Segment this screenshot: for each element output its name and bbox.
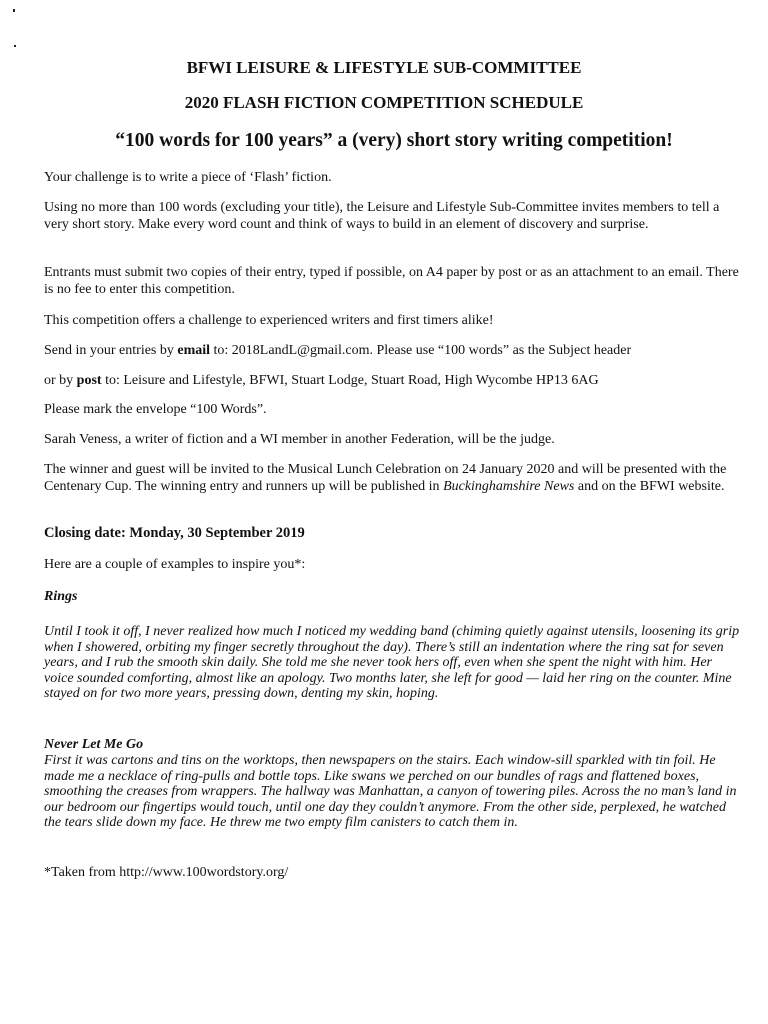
story-title-rings: Rings bbox=[44, 589, 78, 604]
winner-text: The winner and guest will be invited to the Musical Lunch Celebration on 24 January 2020 and will be presented with the Centenary Cup. The winning entry and runners up will be published in bbox=[44, 462, 727, 494]
paragraph-envelope: Please mark the envelope “100 Words”. bbox=[44, 402, 267, 417]
paragraph-challenge-offer: This competition offers a challenge to experienced writers and first timers alike! bbox=[44, 313, 494, 328]
heading-committee: BFWI LEISURE & LIFESTYLE SUB-COMMITTEE bbox=[186, 58, 582, 77]
winner-text-end: and on the BFWI website. bbox=[574, 479, 725, 494]
paragraph-challenge: Your challenge is to write a piece of ‘Flash’ fiction. bbox=[44, 170, 332, 185]
post-label: post bbox=[76, 373, 102, 388]
post-address: to: Leisure and Lifestyle, BFWI, Stuart Lodge, Stuart Road, High Wycombe HP13 6AG bbox=[101, 373, 599, 388]
closing-date: Closing date: Monday, 30 September 2019 bbox=[44, 525, 305, 541]
story-text-rings: Until I took it off, I never realized how much I noticed my wedding band (chiming quietly against utensils, loosening its grip when I showered, orbiting my finger secretly throughout the day). There’s still an indentation where the ring sat for seven years, and I rub the smooth skin daily. She told me she never took hers off, even when she spent the night with him. Her voice sounded comforting, almost like an apology. Two months later, she left for good — laid her ring on the counter. Mine stayed on for two more years, pressing down, denting my skin, hoping. bbox=[44, 624, 740, 701]
paragraph-entrants: Entrants must submit two copies of their entry, typed if possible, on A4 paper by post or as an attachment to an email. There is no fee to enter this competition. bbox=[44, 265, 739, 297]
email-prefix: Send in your entries by bbox=[44, 343, 178, 358]
paragraph-post bbox=[44, 372, 744, 389]
winner-publication: Buckinghamshire News bbox=[443, 479, 575, 494]
heading-competition: “100 words for 100 years” a (very) short story writing competition! bbox=[115, 130, 673, 151]
paragraph-winner bbox=[44, 461, 744, 495]
heading-schedule: 2020 FLASH FICTION COMPETITION SCHEDULE bbox=[184, 93, 584, 112]
email-label: email bbox=[177, 343, 211, 358]
story-text-never-let-me-go: First it was cartons and tins on the worktops, then newspapers on the stairs. Each window-sill sparkled with tin foil. He made me a necklace of ring-pulls and bottle tops. Like swans we perched on our bundles of rags and flattened boxes, smoothing the creases from wrappers. The hallway was Manhattan, a canyon of towering piles. Across the no man’s land in our bedroom our fingertips would touch, until one day they couldn’t anymore. From the other side, perplexed, he watched the tears slide down my face. He threw me two empty film canisters to catch them in. bbox=[44, 753, 737, 830]
paragraph-email bbox=[44, 342, 744, 359]
paragraph-examples: Here are a couple of examples to inspire you*: bbox=[44, 557, 306, 572]
footnote-source: *Taken from http://www.100wordstory.org/ bbox=[44, 865, 289, 880]
scan-speck bbox=[13, 9, 15, 12]
email-details: to: 2018LandL@gmail.com. Please use “100 words” as the Subject header bbox=[210, 343, 632, 358]
story-title-never-let-me-go: Never Let Me Go bbox=[44, 737, 144, 752]
paragraph-rules: Using no more than 100 words (excluding your title), the Leisure and Lifestyle Sub-Committee invites members to tell a very short story. Make every word count and think of ways to build in an element of discovery and surprise. bbox=[44, 200, 720, 232]
paragraph-judge: Sarah Veness, a writer of fiction and a WI member in another Federation, will be the judge. bbox=[44, 432, 555, 447]
scan-speck bbox=[14, 45, 16, 47]
post-prefix: or by bbox=[44, 373, 77, 388]
